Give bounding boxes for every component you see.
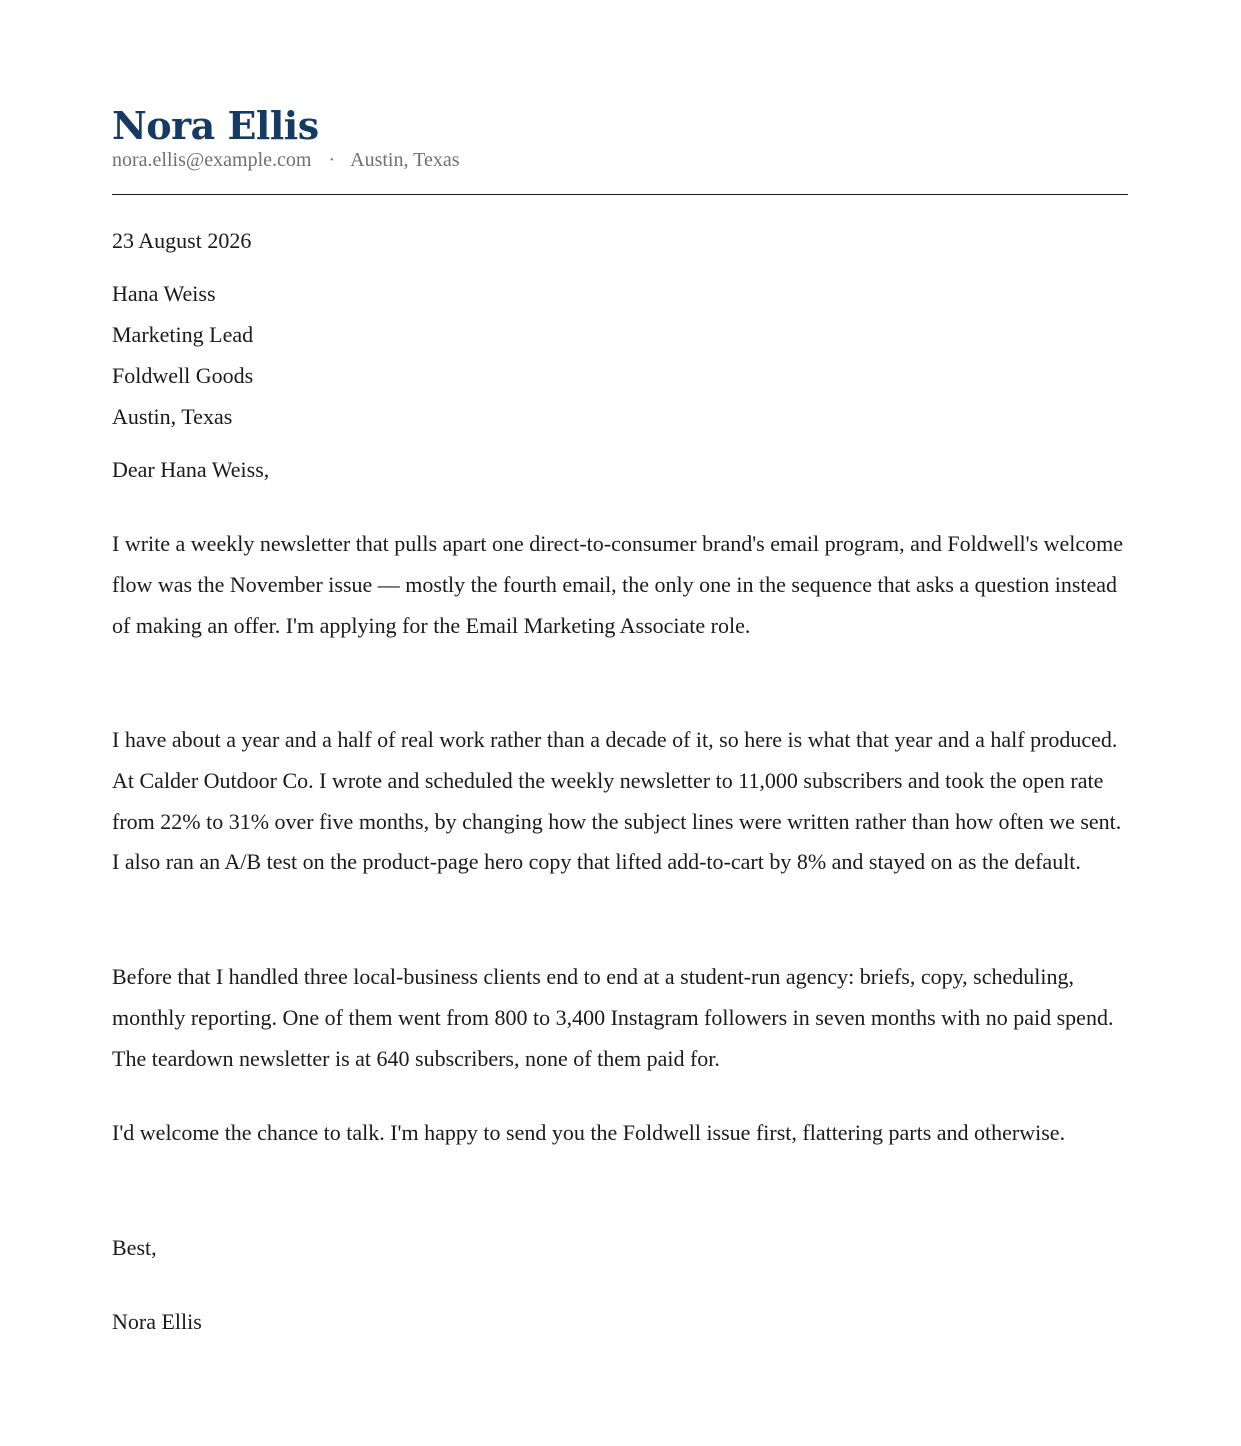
sender-name: Nora Ellis: [112, 103, 319, 148]
body-paragraph: I write a weekly newsletter that pulls apart one direct-to-consumer brand's email program, and Foldwell's welcome flow was the November issue — mostly the fourth email, the only one in the sequence that asks a question instead of making an offer. I'm applying for the Email Marketing Associate role.: [112, 531, 1124, 638]
signature: Nora Ellis: [112, 1309, 202, 1334]
sender-location: Austin, Texas: [350, 149, 460, 171]
closing: Best,: [112, 1235, 157, 1260]
body-paragraph: I have about a year and a half of real work rather than a decade of it, so here is what that year and a half produced. At Calder Outdoor Co. I wrote and scheduled the weekly newsletter to 11,000 subscribers and took the open rate from 22% to 31% over five months, by changing how the subject lines were written rather than how often we sent. I also ran an A/B test on the product-page hero copy that lifted add-to-cart by 8% and stayed on as the default.: [112, 727, 1122, 875]
salutation: Dear Hana Weiss,: [112, 457, 270, 482]
contact-line: [112, 147, 459, 173]
body-paragraph: I'd welcome the chance to talk. I'm happy to send you the Foldwell issue first, flattering parts and otherwise.: [112, 1120, 1066, 1145]
recipient-name: Hana Weiss: [112, 281, 216, 306]
body-paragraph: Before that I handled three local-business clients end to end at a student-run agency: briefs, copy, scheduling, monthly reporting. One of them went from 800 to 3,400 Instagram followers in seven months with no paid spend. The teardown newsletter is at 640 subscribers, none of them paid for.: [112, 964, 1114, 1071]
contact-separator: ·: [328, 149, 336, 171]
recipient-location: Austin, Texas: [112, 404, 233, 429]
sender-email: nora.ellis@example.com: [112, 149, 312, 171]
recipient-title: Marketing Lead: [112, 322, 254, 347]
letter-date: 23 August 2026: [112, 228, 252, 253]
header-divider: [112, 194, 1128, 195]
recipient-company: Foldwell Goods: [112, 363, 254, 388]
